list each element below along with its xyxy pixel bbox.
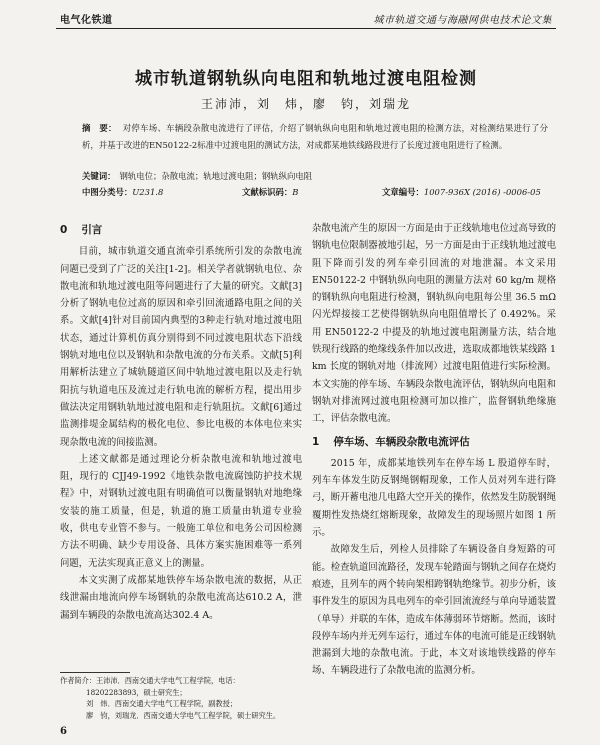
section-title: 停车场、车辆段杂散电流评估: [333, 435, 470, 448]
paragraph: 杂散电流产生的原因一方面是由于正线轨地电位过高导致的钢轨电位限制器被地引起，另一方面是由于正线轨地过渡电阻下降而引发的列车牵引回流的对地泄漏。本文采用 EN50122-2 中钢轨纵向电阻的测量方法对 60 kg/m 规格的钢轨纵向电阻进行检测，钢轨纵向电阻每公里 36.5 mΩ闪光焊接接工艺使得钢轨纵向电阻值增长了 0.492%。采用 EN50122-2 中提及的轨地过渡电阻测量方法，结合地铁现行线路的绝缘线条件加以改进，选取成都地铁某线路 1 km 长度的钢轨对地（排流网）过渡电阻值进行实际检测。本文实施的停车场、车辆段杂散电流评估，钢轨纵向电阻和钢轨对排流网过渡电阻检测可加以推广，监督钢轨绝缘施工，评估杂散电流。: [312, 223, 556, 425]
paragraph: 上述文献都是通过理论分析杂散电流和轨地过渡电阻，现行的 CJJ49-1992《地铁杂散电流腐蚀防护技术规程》中，对钢轨过渡电阻有明确值可以衡量钢轨对地绝缘安装的施工质量，但是，轨道的施工质量由轨道专业验收，供电专业管不参与。一般施工单位和电务公司因检测方法不明确、缺少专用设备、具体方案实施困难等一系列问题，无法实现真正意义上的测量。: [60, 453, 302, 569]
doc-code-label: 文献标识码：: [242, 187, 293, 197]
page-number: 6: [60, 726, 67, 737]
section-number: 1: [312, 435, 320, 448]
section-heading-stray-current: [312, 434, 556, 451]
article-number-value: 1007-936X (2016) -0006-05: [423, 187, 541, 197]
section-title: 引言: [81, 224, 103, 236]
paragraph: 本文实测了成都某地铁停车场杂散电流的数据，从正线泄漏由地流向停车场钢轨的杂散电流高达610.2 A，泄漏到车辆段的杂散电流高达302.4 A。: [60, 574, 302, 621]
document-code: [242, 186, 298, 198]
header-rule: [56, 28, 556, 29]
paper-authors: 王沛沛，刘 炜，廖 钧，刘瑞龙: [200, 97, 411, 111]
section-number: 0: [60, 224, 68, 236]
keywords-text: 钢轨电位；杂散电流；轨地过渡电阻；钢轨纵向电阻: [119, 171, 313, 181]
paragraph: 目前，城市轨道交通直流牵引系统所引发的杂散电流问题已受到了广泛的关注[1-2]。相关学者就钢轨电位、杂散电流和轨地过渡电阻等问题进行了大量的研究。文献[3]分析了钢轨电位过高的原因和牵引回流通路电阻之间的关系。文献[4]针对目前国内典型的3种走行轨对地过渡电阻状态，通过计算机仿真分别得到不同过渡电阻状态下沿线钢轨对地电位以及钢轨和杂散电流的分布关系。文献[5]利用解析法建立了城轨隧道区间中轨地过渡电阻以及走行轨阳抗与轨道电压及流过走行轨电流的解析方程，提出用步做法决定用钢轨轨地过渡电阻和走行轨阻抗。文献[6]通过监测排堤金属结构的极化电位、参比电极的本体电位来实现杂散电流的间接监测。: [60, 246, 302, 448]
footnote-line: 18202283893，硕士研究生；: [86, 687, 187, 697]
keywords-label: 关键词：: [82, 171, 116, 181]
keywords: [82, 170, 548, 182]
clc-label: 中图分类号：: [82, 187, 133, 197]
footnote-line: 刘 炜．西南交通大学电气工程学院，副教授；: [86, 699, 237, 708]
footnote-line: 廖 钧，刘瑞龙．西南交通大学电气工程学院，硕士研究生。: [86, 710, 281, 720]
right-column: [312, 220, 556, 680]
article-number: [382, 186, 541, 198]
clc-value: U231.8: [132, 187, 164, 197]
abstract-text: 对停车场、车辆段杂散电流进行了评估，介绍了钢轨纵向电阻和轨地过渡电阻的检测方法，对检测结果进行了分析，并基于改进的EN50122-2标准中过渡电阻的测试方法，对成都某地铁线路段进行了长度过渡电阻进行了检测。: [82, 123, 549, 150]
abstract-label: 摘 要：: [82, 123, 117, 133]
running-header-journal: 电气化铁道: [60, 15, 113, 26]
footnote-rule: [60, 672, 130, 673]
article-number-label: 文章编号：: [382, 187, 424, 197]
footnote-line: 作者简介：王沛沛．西南交通大学电气工程学院，电话：: [60, 676, 240, 685]
section-heading-introduction: [60, 222, 302, 239]
paragraph: 2015 年，成都某地铁列车在停车场 L 股道停车时，列车车体发生防反钢绳钢帽现象，工作人员对列车进行降弓，断开蓄电池几电路大空开关的操作，依然发生防脱钢绳覆期性发热烧红熔断现象，故障发生的现场照片如图 1 所示。: [312, 457, 556, 539]
running-header-collection: 城市轨道交通与海融网供电技术论文集: [373, 15, 552, 26]
left-column: [60, 220, 302, 624]
author-footnotes: [60, 675, 304, 721]
paper-title: 城市轨道钢轨纵向电阻和轨地过渡电阻检测: [135, 69, 477, 89]
doc-code-value: B: [292, 187, 299, 197]
paragraph: 故障发生后，列检人员排除了车辆设备自身短路的可能。检查轨道回流路径，发现车轮踏面与钢轨之间存在烧灼痕迹，且列车的两个转向架相跨钢轨绝缘节。初步分析，该事件发生的原因为具电列车的牵引回流流经与单向导通装置（单导）并联的车体，造成车体薄弱环节熔断。然而，该时段停车场内并无列车运行，通过车体的电流可能是正线钢轨泄漏到大地的杂散电流。于此，本文对该地铁线路的停车场、车辆段进行了杂散电流的监测分析。: [312, 544, 556, 677]
clc-number: [82, 186, 163, 198]
abstract: [82, 120, 548, 154]
